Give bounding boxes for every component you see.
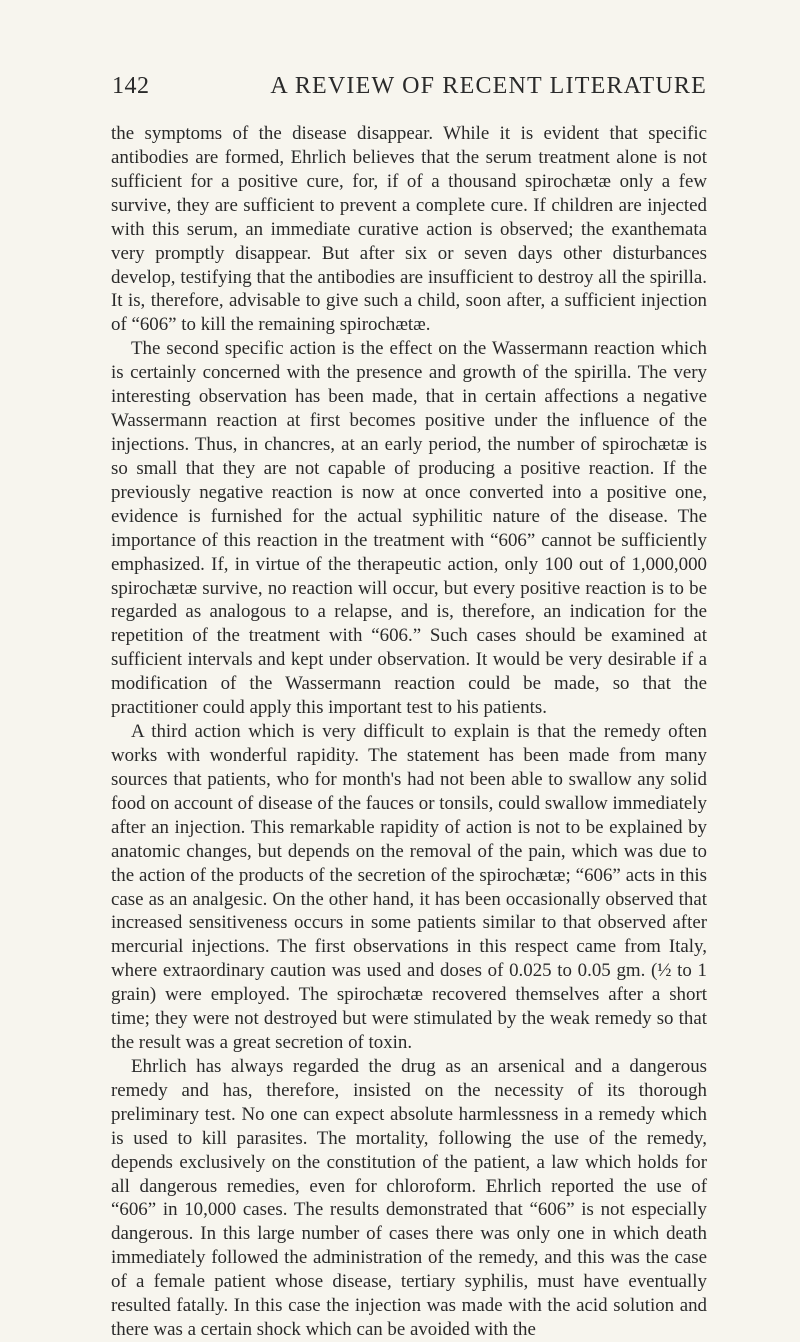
paragraph-ehrlich-mortality: Ehrlich has always regarded the drug as an arsenical and a dangerous remedy and has, therefore, insisted on the necessity of its thorough preliminary test. No one can expect absolute harmlessness in a remedy which is used to kill parasites. The mortality, following the use of the remedy, depends exclusively on the constitution of the patient, a law which holds for all dangerous remedies, even for chloroform. Ehrlich reported the use of “606” in 10,000 cases. The results demonstrated that “606” is not especially dangerous. In this large number of cases there was only one in which death immediately followed the administration of the remedy, and this was the case of a female patient whose disease, tertiary syphilis, must have eventually resulted fatally. In this case the injection was made with the acid solution and there was a certain shock which can be avoided with the	[111, 1055, 707, 1341]
page-number: 142	[112, 73, 150, 99]
running-title: A REVIEW OF RECENT LITERATURE	[270, 73, 707, 99]
paragraph-third-action: A third action which is very difficult to explain is that the remedy often works with wonderful rapidity. The statement has been made from many sources that patients, who for month's had not been able to swallow any solid food on account of disease of the fauces or tonsils, could swallow immediately after an injection. This remarkable rapidity of action is not to be explained by anatomic changes, but depends on the removal of the pain, which was due to the action of the products of the secretion of the spirochætæ; “606” acts in this case as an analgesic. On the other hand, it has been occasionally observed that increased sensitiveness occurs in some patients similar to that observed after mercurial injections. The first observations in this respect came from Italy, where extraordinary caution was used and doses of 0.025 to 0.05 gm. (½ to 1 grain) were employed. The spirochætæ recovered themselves after a short time; they were not destroyed but were stimulated by the weak remedy so that the result was a great secretion of toxin.	[111, 721, 707, 1054]
body-text	[111, 122, 707, 1342]
paragraph-continuation: the symptoms of the disease disappear. While it is evident that specific antibodies are formed, Ehrlich believes that the serum treatment alone is not sufficient for a positive cure, for, if of a thousand spirochætæ only a few survive, they are sufficient to prevent a complete cure. If children are injected with this serum, an immediate curative action is observed; the exanthemata very promptly disappear. But after six or seven days other disturbances develop, testifying that the antibodies are insufficient to destroy all the spirilla. It is, therefore, advisable to give such a child, soon after, a sufficient injection of “606” to kill the remaining spirochætæ.	[111, 123, 707, 336]
paragraph-wassermann: The second specific action is the effect on the Wassermann reaction which is certainly concerned with the presence and growth of the spirilla. The very interesting observation has been made, that in certain affections a negative Wassermann reaction at first becomes positive under the influence of the injections. Thus, in chancres, at an early period, the number of spirochætæ is so small that they are not capable of producing a positive reaction. If the previously negative reaction is now at once converted into a positive one, evidence is furnished for the actual syphilitic nature of the disease. The importance of this reaction in the treatment with “606” cannot be sufficiently emphasized. If, in virtue of the therapeutic action, only 100 out of 1,000,000 spirochætæ survive, no reaction will occur, but every positive reaction is to be regarded as analogous to a relapse, and is, therefore, an indication for the repetition of the treatment with “606.” Such cases should be examined at sufficient intervals and kept under observation. It would be very desirable if a modification of the Wassermann reaction could be made, so that the practitioner could apply this important test to his patients.	[111, 338, 707, 719]
running-head	[112, 73, 707, 103]
